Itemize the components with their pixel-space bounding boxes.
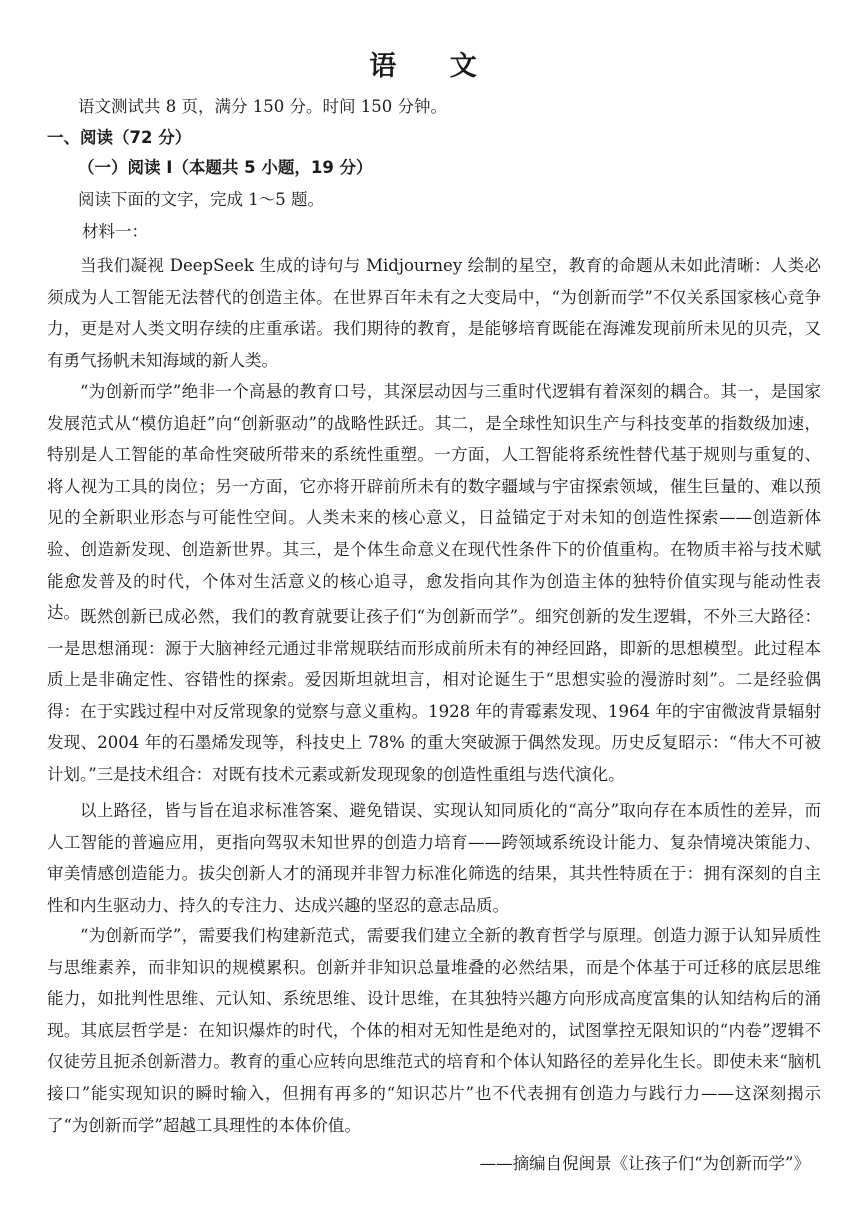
paragraph-5: “为创新而学”，需要我们构建新范式，需要我们建立全新的教育哲学与原理。创造力源于认知异质性与思维素养，而非知识的规模累积。创新并非知识总量堆叠的必然结果，而是个体基于可迁移的底层思维能力，如批判性思维、元认知、系统思维、设计思维，在其独特兴趣方向形成高度富集的认知结构后的涌现。其底层哲学是：在知识爆炸的时代，个体的相对无知性是绝对的，试图掌控无限知识的“内卷”逻辑不仅徒劳且扼杀创新潜力。教育的重心应转向思维范式的培育和个体认知路径的差异化生长。即使未来“脑机接口”能实现知识的瞬时输入，但拥有再多的“知识芯片”也不代表拥有创造力与践行力——这深刻揭示了“为创新而学”超越工具理性的本体价值。 xyxy=(47,926,821,1135)
source-citation: ——摘编自倪闽景《让孩子们“为创新而学”》 xyxy=(479,1154,810,1173)
paragraph-4: 以上路径，皆与旨在追求标准答案、避免错误、实现认知同质化的“高分”取向存在本质性的差异，而人工智能的普遍应用，更指向驾驭未知世界的创造力培育——跨领域系统设计能力、复杂情境决策能力、审美情感创造能力。拔尖创新人才的涌现并非智力标准化筛选的结果，其共性特质在于：拥有深刻的自主性和内生驱动力、持久的专注力、达成兴趣的坚忍的意志品质。 xyxy=(47,801,821,915)
paragraph-1: 当我们凝视 DeepSeek 生成的诗句与 Midjourney 绘制的星空，教育的命题从未如此清晰：人类必须成为人工智能无法替代的创造主体。在世界百年未有之大变局中，“为创新而学”不仅关系国家核心竞争力，更是对人类文明存续的庄重承诺。我们期待的教育，是能够培育既能在海滩发现前所未见的贝壳，又有勇气扬帆未知海域的新人类。 xyxy=(47,256,821,370)
paragraph-2: “为创新而学”绝非一个高悬的教育口号，其深层动因与三重时代逻辑有着深刻的耦合。其一，是国家发展范式从“模仿追赶”向“创新驱动”的战略性跃迁。其二，是全球性知识生产与科技变革的指数级加速，特别是人工智能的革命性突破所带来的系统性重塑。一方面，人工智能将系统性替代基于规则与重复的、将人视为工具的岗位；另一方面，它亦将开辟前所未有的数字疆域与宇宙探索领域，催生巨量的、难以预见的全新职业形态与可能性空间。人类未来的核心意义，日益锚定于对未知的创造性探索——创造新体验、创造新发现、创造新世界。其三，是个体生命意义在现代性条件下的价值重构。在物质丰裕与技术赋能愈发普及的时代，个体对生活意义的核心追寻，愈发指向其作为创造主体的独特价值实现与能动性表达。 xyxy=(47,382,821,623)
material-label: 材料一： xyxy=(82,222,148,241)
instruction: 阅读下面的文字，完成 1～5 题。 xyxy=(78,190,324,209)
page-title: 语 文 xyxy=(369,51,499,82)
section-heading: 一、阅读（72 分） xyxy=(47,128,192,147)
exam-info: 语文测试共 8 页，满分 150 分。时间 150 分钟。 xyxy=(78,97,447,116)
paragraph-3: 既然创新已成必然，我们的教育就要让孩子们“为创新而学”。细究创新的发生逻辑，不外三大路径：一是思想涌现：源于大脑神经元通过非常规联结而形成前所未有的神经回路，即新的思想模型。此过程本质上是非确定性、容错性的探索。爱因斯坦就坦言，相对论诞生于“思想实验的漫游时刻”。二是经验偶得：在于实践过程中对反常现象的觉察与意义重构。1928 年的青霉素发现、1964 年的宇宙微波背景辐射发现、2004 年的石墨烯发现等，科技史上 78% 的重大突破源于偶然发现。历史反复昭示：“伟大不可被计划。”三是技术组合：对既有技术元素或新发现现象的创造性重组与迭代演化。 xyxy=(47,607,821,784)
subsection-heading: （一）阅读 I（本题共 5 小题，19 分） xyxy=(78,158,373,177)
